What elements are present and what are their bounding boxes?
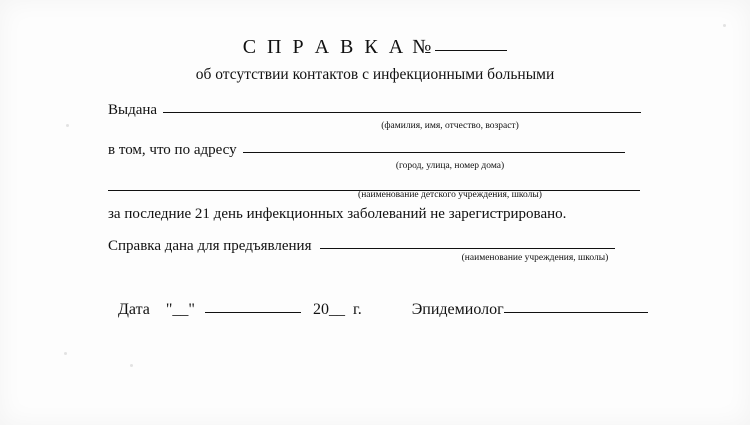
date-year-suffix: г. (352, 301, 362, 318)
presentation-hint: (наименование учреждения, школы) (461, 253, 609, 263)
presentation-blank[interactable] (320, 236, 615, 249)
address-hint: (город, улица, номер дома) (395, 161, 505, 171)
document-subtitle: об отсутствии контактов с инфекционными больными (195, 66, 555, 83)
document-title: С П Р А В К А (242, 36, 407, 58)
issued-to-label: Выдана (108, 102, 158, 118)
date-signature-row (118, 300, 648, 319)
date-quote-close: " (188, 301, 195, 318)
date-month-blank[interactable] (205, 300, 301, 313)
issued-to-blank[interactable] (163, 100, 641, 113)
date-label: Дата (118, 301, 150, 318)
date-day-blank[interactable]: __ (172, 301, 189, 318)
address-blank[interactable] (243, 140, 625, 153)
date-quote-open: " (165, 301, 173, 318)
date-year-prefix: 20 (312, 301, 329, 318)
statement-line: за последние 21 день инфекционных заболеваний не зарегистрировано. (108, 206, 567, 222)
issued-to-row (108, 100, 641, 119)
signature-label: Эпидемиолог (411, 301, 504, 318)
title-block (0, 36, 750, 84)
number-symbol: № (412, 36, 432, 58)
signature-blank[interactable] (504, 300, 648, 313)
presentation-label: Справка дана для предъявления (108, 238, 312, 254)
address-row (108, 140, 625, 159)
date-year-blank[interactable]: __ (328, 301, 345, 318)
institution-hint: (наименование детского учреждения, школы) (358, 190, 542, 200)
address-label: в том, что по адресу (108, 142, 237, 158)
issued-to-hint: (фамилия, имя, отчество, возраст) (381, 121, 519, 131)
number-blank-line[interactable] (435, 36, 507, 51)
